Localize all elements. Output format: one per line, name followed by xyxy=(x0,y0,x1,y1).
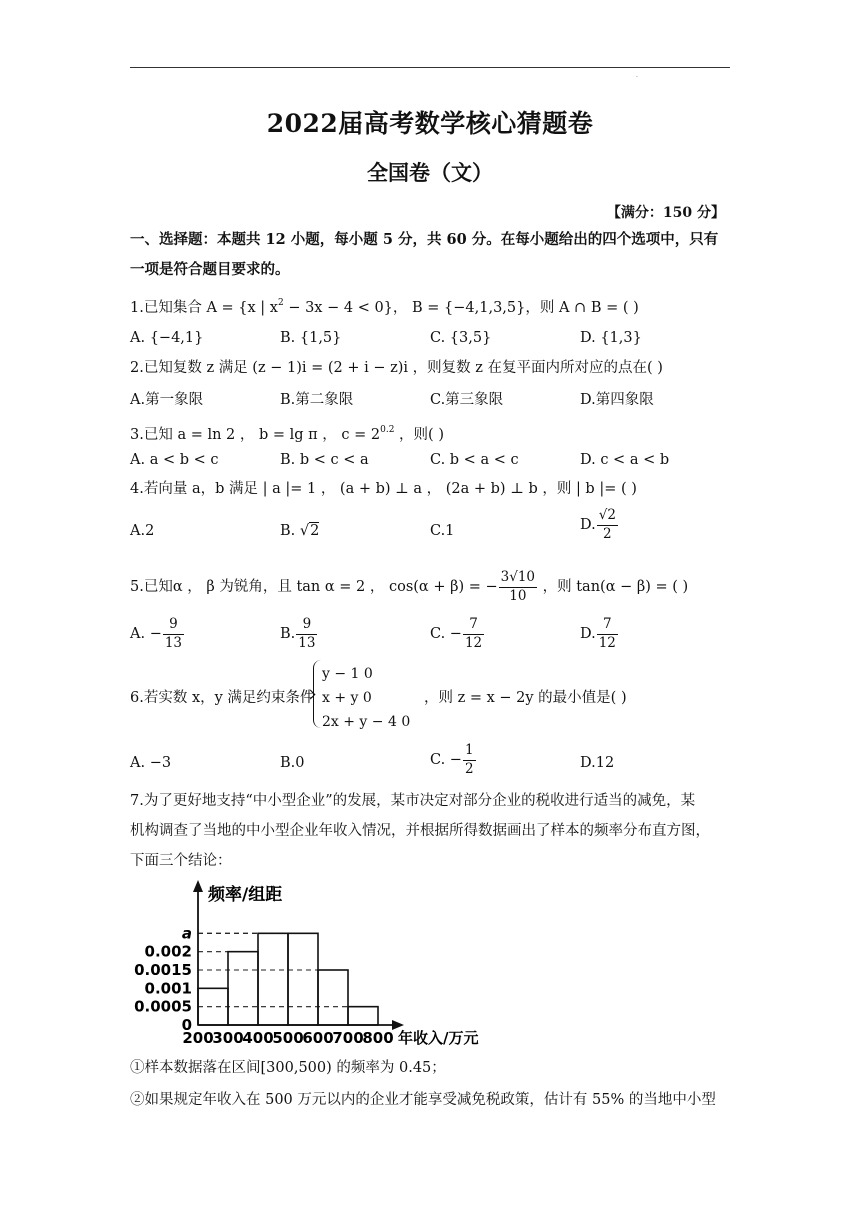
q6-option-d: D.12 xyxy=(580,755,615,771)
y-tick-label-2: 0.001 xyxy=(144,979,192,998)
q4-option-a: A.2 xyxy=(130,523,155,539)
q5-option-a-denominator: 13 xyxy=(164,634,183,651)
x-tick-label-1: 300 xyxy=(212,1029,244,1047)
q5-option-d-label: D. xyxy=(580,626,596,642)
q5-option-d-denominator: 12 xyxy=(598,634,616,651)
x-tick-label-3: 500 xyxy=(272,1029,304,1047)
q2-option-c: C.第三象限 xyxy=(430,392,504,408)
section1-intro-line2: 一项是符合题目要求的。 xyxy=(130,261,290,278)
q3-option-b: B. b < c < a xyxy=(280,452,369,468)
q6-constraint-2: x + y 0 xyxy=(322,690,372,706)
q6-constraint-1: y − 1 0 xyxy=(322,666,373,682)
q5-option-c-numerator: 7 xyxy=(463,618,484,635)
q5-option-b-denominator: 13 xyxy=(298,634,316,651)
q5-option-a-label: A. − xyxy=(130,626,162,642)
page-title: 2022届高考数学核心猜题卷 xyxy=(266,109,594,138)
q3-option-a: A. a < b < c xyxy=(130,452,219,468)
section1-intro-line1: 一、选择题：本题共 12 小题，每小题 5 分，共 60 分。在每小题给出的四个选项中，只有 xyxy=(130,231,719,248)
q3-stem-b: ，则( ) xyxy=(394,427,444,443)
q6-option-c xyxy=(430,744,477,776)
q1-option-c: C. {3,5} xyxy=(430,330,492,346)
q6-option-c-numerator: 1 xyxy=(463,744,476,761)
q5-option-c xyxy=(430,618,485,650)
q5-option-b xyxy=(280,618,318,650)
q1-set-a: A = {x | x xyxy=(206,300,278,316)
q6-stem-prefix: 6.若实数 x，y 满足约束条件 xyxy=(130,690,315,706)
q5-option-a-numerator: 9 xyxy=(163,618,184,635)
q4-option-b-label: B. xyxy=(280,523,300,539)
q4-option-d xyxy=(580,509,619,541)
q4-stem: 4.若向量 a，b 满足 | a |= 1 ， (a + b) ⊥ a ， (2a + b) ⊥ b ，则 | b |= ( ) xyxy=(130,481,637,497)
q7-line3: 下面三个结论： xyxy=(130,853,232,869)
header-dot: . xyxy=(636,72,638,79)
q1-option-b: B. {1,5} xyxy=(280,330,342,346)
q5-option-d-numerator: 7 xyxy=(597,618,618,635)
full-score: 【满分：150 分】 xyxy=(606,205,725,221)
q3-stem xyxy=(130,420,444,445)
y-tick-label-3: 0.0015 xyxy=(134,961,192,979)
y-tick-label-5: a xyxy=(181,924,192,943)
q5-option-b-numerator: 9 xyxy=(296,618,317,635)
q5-option-d xyxy=(580,618,619,650)
q5-option-c-denominator: 12 xyxy=(464,634,483,651)
q1-stem xyxy=(130,293,639,318)
q1-set-a-exp: 2 xyxy=(277,298,284,308)
y-tick-label-0: 0 xyxy=(181,1016,192,1034)
q5-option-c-label: C. − xyxy=(430,626,462,642)
q5-stem-fraction xyxy=(499,571,537,603)
histogram-bar-4 xyxy=(318,970,348,1025)
q7-conclusion-1: ①样本数据落在区间[300,500) 的频率为 0.45； xyxy=(130,1060,446,1076)
histogram-chart xyxy=(130,880,510,1050)
q7-line1: 7.为了更好地支持“中小型企业”的发展，某市决定对部分企业的税收进行适当的减免，某 xyxy=(130,793,696,809)
q4-option-d-numerator: √2 xyxy=(597,509,618,526)
q7-conclusion-2: ②如果规定年收入在 500 万元以内的企业才能享受减免税政策，估计有 55% 的当地中小型 xyxy=(130,1092,716,1108)
q5-option-b-label: B. xyxy=(280,626,296,642)
x-tick-label-4: 600 xyxy=(302,1029,334,1047)
histogram-bar-2 xyxy=(258,933,288,1025)
header-rule xyxy=(130,67,730,68)
q5-stem-numerator: 3√10 xyxy=(499,571,537,588)
q5-option-b-fraction xyxy=(296,618,317,650)
q6-stem-suffix: ，则 z = x − 2y 的最小值是( ) xyxy=(424,690,627,706)
q1-set-a-rest: − 3x − 4 < 0} xyxy=(283,300,393,316)
q2-stem: 2.已知复数 z 满足 (z − 1)i = (2 + i − z)i ，则复数 z 在复平面内所对应的点在( ) xyxy=(130,360,663,376)
q1-prefix: 1.已知集合 xyxy=(130,300,202,316)
y-axis-arrow xyxy=(193,880,203,892)
q6-constraint-system xyxy=(322,662,410,734)
q6-option-c-denominator: 2 xyxy=(464,760,474,777)
q4-option-d-fraction xyxy=(597,509,618,541)
q2-option-b: B.第二象限 xyxy=(280,392,354,408)
q6-option-a: A. −3 xyxy=(130,755,172,771)
q3-option-c: C. b < a < c xyxy=(430,452,519,468)
x-tick-label-6: 800 xyxy=(362,1029,394,1047)
q1-option-a: A. {−4,1} xyxy=(130,330,204,346)
q6-system-brace xyxy=(313,660,322,728)
y-tick-label-1: 0.0005 xyxy=(134,997,192,1016)
q5-stem-a: 5.已知α ， β 为锐角，且 tan α = 2 ， cos(α + β) = − xyxy=(130,579,498,595)
q1-set-b: ， B = {−4,1,3,5}，则 A ∩ B = ( ) xyxy=(392,300,639,316)
histogram-bar-5 xyxy=(348,1007,378,1025)
q3-stem-a: 3.已知 a = ln 2 ， b = lg π ， c = 2 xyxy=(130,427,381,443)
q5-option-a xyxy=(130,618,185,650)
q4-option-d-denominator: 2 xyxy=(603,525,612,542)
y-axis-title: 频率/组距 xyxy=(208,885,283,905)
page-subtitle: 全国卷（文） xyxy=(367,160,493,185)
histogram-bar-3 xyxy=(288,933,318,1025)
x-axis-title: 年收入/万元 xyxy=(398,1029,479,1047)
q6-option-c-fraction xyxy=(463,744,476,776)
q3-stem-exp: 0.2 xyxy=(380,425,395,435)
q1-option-d: D. {1,3} xyxy=(580,330,642,346)
q6-option-c-label: C. − xyxy=(430,752,462,768)
q4-option-b: B. √2 xyxy=(280,523,320,539)
q5-stem-denominator: 10 xyxy=(509,587,527,604)
q4-option-d-label: D. xyxy=(580,517,596,533)
q5-option-a-fraction xyxy=(163,618,184,650)
q4-option-c: C.1 xyxy=(430,523,455,539)
q5-option-d-fraction xyxy=(597,618,618,650)
x-tick-label-5: 700 xyxy=(332,1029,364,1047)
q5-stem xyxy=(130,570,688,604)
x-tick-label-0: 200 xyxy=(182,1029,214,1047)
q6-constraint-3: 2x + y − 4 0 xyxy=(322,714,411,730)
q2-option-a: A.第一象限 xyxy=(130,392,204,408)
q5-stem-b: ，则 tan(α − β) = ( ) xyxy=(538,579,689,595)
q3-option-d: D. c < a < b xyxy=(580,452,670,468)
q5-option-c-fraction xyxy=(463,618,484,650)
histogram-bar-1 xyxy=(228,952,258,1025)
q2-option-d: D.第四象限 xyxy=(580,392,654,408)
x-tick-label-2: 400 xyxy=(242,1029,274,1047)
y-tick-label-4: 0.002 xyxy=(144,942,192,961)
q7-line2: 机构调查了当地的中小型企业年收入情况，并根据所得数据画出了样本的频率分布直方图， xyxy=(130,823,710,839)
q6-option-b: B.0 xyxy=(280,755,305,771)
q4-option-b-radicand: 2 xyxy=(310,523,320,539)
